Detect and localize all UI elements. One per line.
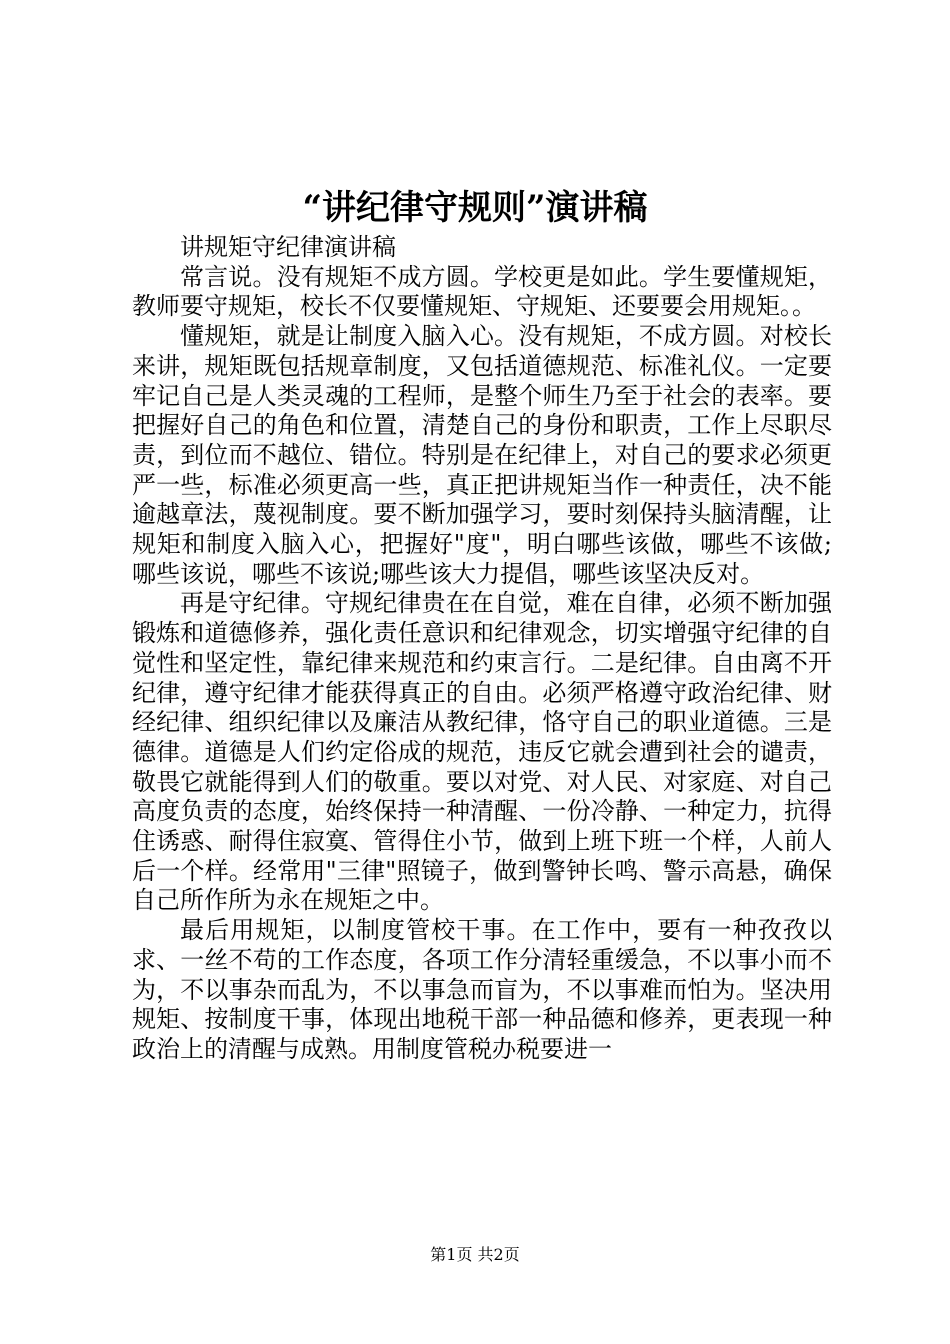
page-title: “讲纪律守规则”演讲稿 (302, 188, 648, 228)
page-number-footer: 第1页 共2页 (430, 1245, 520, 1264)
paragraph-1: 常言说。没有规矩不成方圆。学校更是如此。学生要懂规矩，教师要守规矩，校长不仅要懂规矩、守规矩、还要要会用规矩。。 (132, 262, 832, 321)
paragraph-2: 懂规矩，就是让制度入脑入心。没有规矩，不成方圆。对校长来讲，规矩既包括规章制度，又包括道德规范、标准礼仪。一定要牢记自己是人类灵魂的工程师，是整个师生乃至于社会的表率。要把握好自己的角色和位置，清楚自己的身份和职责，工作上尽职尽责，到位而不越位、错位。特别是在纪律上，对自己的要求必须更严一些，标准必须更高一些，真正把讲规矩当作一种责任，决不能逾越章法，蔑视制度。要不断加强学习，要时刻保持头脑清醒，让规矩和制度入脑入心，把握好"度"，明白哪些该做，哪些不该做;哪些该说，哪些不该说;哪些该大力提倡，哪些该坚决反对。 (132, 322, 832, 588)
paragraph-4: 最后用规矩，以制度管校干事。在工作中，要有一种孜孜以求、一丝不苟的工作态度，各项工作分清轻重缓急，不以事小而不为，不以事杂而乱为，不以事急而盲为，不以事难而怕为。坚决用规矩、按制度干事，体现出地税干部一种品德和修养，更表现一种政治上的清醒与成熟。用制度管税办税要进一 (132, 916, 832, 1063)
document-body (132, 233, 832, 1065)
paragraph-3: 再是守纪律。守规纪律贵在在自觉，难在自律，必须不断加强锻炼和道德修养，强化责任意识和纪律观念，切实增强守纪律的自觉性和坚定性，靠纪律来规范和约束言行。二是纪律。自由离不开纪律，遵守纪律才能获得真正的自由。必须严格遵守政治纪律、财经纪律、组织纪律以及廉洁从教纪律，恪守自己的职业道德。三是德律。道德是人们约定俗成的规范，违反它就会遭到社会的谴责，敬畏它就能得到人们的敬重。要以对党、对人民、对家庭、对自己高度负责的态度，始终保持一种清醒、一份冷静、一种定力，抗得住诱惑、耐得住寂寞、管得住小节，做到上班下班一个样，人前人后一个样。经常用"三律"照镜子，做到警钟长鸣、警示高悬，确保自己所作所为永在规矩之中。 (132, 589, 832, 915)
paragraph-subtitle: 讲规矩守纪律演讲稿 (180, 233, 396, 261)
